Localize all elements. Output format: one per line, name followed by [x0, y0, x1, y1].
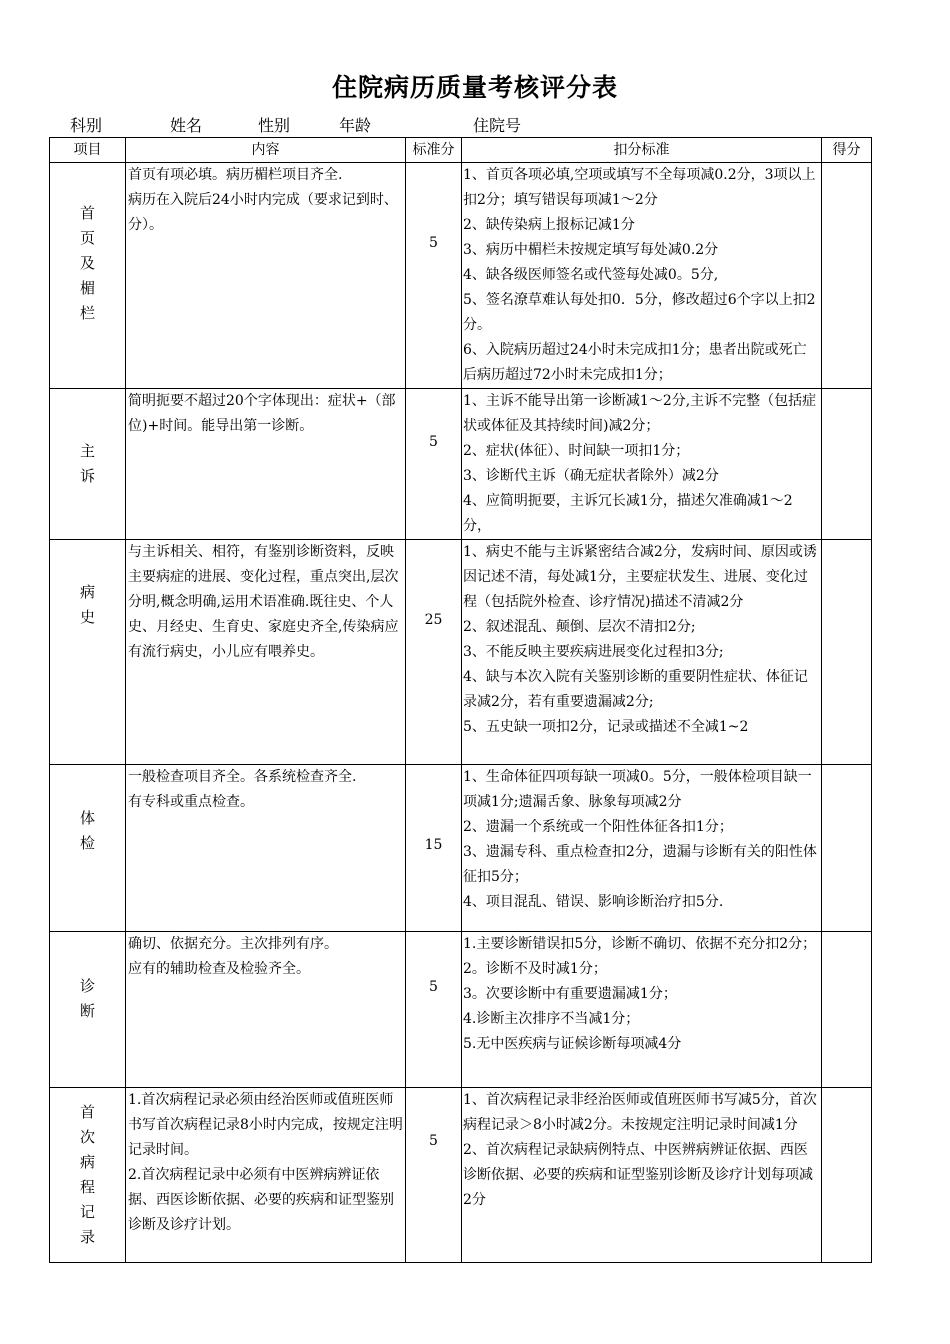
deduction-line: 1、首次病程记录非经治医师或值班医师书写减5分，首次病程记录＞8小时减2分。未按规定注明记录时间减1分 — [463, 1092, 817, 1133]
item-char: 记 — [79, 1203, 95, 1221]
deduction-line: 6、入院病历超过24小时未完成扣1分；患者出院或死亡后病历超过72小时未完成扣1分； — [463, 342, 807, 383]
item-char: 诉 — [79, 467, 95, 485]
deduction-line: 4、项目混乱、错误、影响诊断治疗扣5分. — [463, 894, 724, 910]
row-score-cell — [406, 1088, 462, 1263]
row-item-cell — [50, 389, 126, 540]
row-deduction-cell — [462, 389, 822, 540]
row-content-cell — [126, 540, 406, 765]
content-line: 首页有项必填。病历楣栏项目齐全. — [128, 167, 343, 183]
standard-score: 5 — [429, 434, 438, 450]
row-content-cell — [126, 163, 406, 389]
deduction-line: 1、生命体征四项每缺一项减0。5分，一般体检项目缺一项减1分;遗漏舌象、脉象每项减2分 — [463, 769, 812, 810]
deduction-line: 5、五史缺一项扣2分，记录或描述不全减1~2 — [463, 719, 749, 735]
info-admission-no-label: 住院号 — [473, 116, 522, 135]
content-line: 2.首次病程记录中必须有中医辨病辨证依据、西医诊断依据、必要的疾病和证型鉴别诊断及诊疗计划。 — [128, 1167, 394, 1233]
item-char: 页 — [79, 229, 95, 247]
content-line: 应有的辅助检查及检验齐全。 — [128, 961, 310, 977]
row-deduction-cell — [462, 932, 822, 1088]
table-row — [50, 389, 872, 540]
row-item-cell — [50, 765, 126, 932]
deduction-line: 4、缺与本次入院有关鉴别诊断的重要阴性症状、体征记录减2分，若有重要遗漏减2分; — [463, 669, 808, 710]
header-content: 内容 — [126, 138, 406, 163]
row-score-cell — [406, 540, 462, 765]
content-line: 病历在入院后24小时内完成（要求记到时、分）。 — [128, 192, 398, 233]
deduction-line: 3、不能反映主要疾病进展变化过程扣3分; — [463, 644, 724, 660]
content-line: 1.首次病程记录必须由经治医师或值班医师书写首次病程记录8小时内完成，按规定注明记录时间。 — [128, 1092, 403, 1158]
deduction-line: 1、病史不能与主诉紧密结合减2分，发病时间、原因或诱因记述不清，每处减1分，主要症状发生、进展、变化过程（包括院外检查、诊疗情况)描述不清减2分 — [463, 544, 817, 610]
standard-score: 15 — [424, 837, 443, 853]
item-char: 楣 — [79, 279, 95, 297]
standard-score: 5 — [429, 1133, 438, 1149]
obtained-score-cell[interactable] — [822, 932, 872, 1088]
score-table — [49, 137, 872, 1263]
deduction-line: 2、叙述混乱、颠倒、层次不清扣2分; — [463, 619, 696, 635]
row-content-cell — [126, 389, 406, 540]
item-char: 主 — [79, 442, 95, 460]
header-item: 项目 — [50, 138, 126, 163]
table-header-row — [50, 138, 872, 163]
deduction-line: 3、诊断代主诉（确无症状者除外）减2分 — [463, 468, 719, 484]
deduction-line: 1、主诉不能导出第一诊断减1～2分,主诉不完整（包括症状或体征及其持续时间)减2分； — [463, 393, 817, 434]
standard-score: 25 — [424, 612, 443, 628]
item-char: 栏 — [79, 304, 95, 322]
deduction-line: 3、病历中楣栏未按规定填写每处减0.2分 — [463, 242, 719, 258]
table-row — [50, 163, 872, 389]
obtained-score-cell[interactable] — [822, 765, 872, 932]
row-item-cell — [50, 932, 126, 1088]
page-title: 住院病历质量考核评分表 — [331, 73, 618, 102]
item-char: 断 — [79, 1002, 95, 1020]
deduction-line: 5.无中医疾病与证候诊断每项减4分 — [463, 1036, 682, 1052]
content-line: 有专科或重点检查。 — [128, 794, 254, 810]
item-char: 次 — [79, 1128, 95, 1146]
deduction-line: 3、遗漏专科、重点检查扣2分，遗漏与诊断有关的阳性体征扣5分； — [463, 844, 817, 885]
item-char: 及 — [79, 254, 95, 272]
row-content-cell — [126, 1088, 406, 1263]
deduction-line: 1、首页各项必填,空项或填写不全每项减0.2分，3项以上扣2分；填写错误每项减1～2分 — [463, 167, 816, 208]
item-char: 诊 — [79, 977, 95, 995]
row-deduction-cell — [462, 1088, 822, 1263]
item-char: 录 — [79, 1228, 95, 1246]
table-row — [50, 932, 872, 1088]
row-score-cell — [406, 932, 462, 1088]
standard-score: 5 — [429, 979, 438, 995]
row-item-cell — [50, 163, 126, 389]
item-char: 体 — [79, 809, 95, 827]
item-char: 首 — [79, 1103, 95, 1121]
obtained-score-cell[interactable] — [822, 389, 872, 540]
header-standard-score: 标准分 — [406, 138, 462, 163]
deduction-line: 4.诊断主次排序不当减1分； — [463, 1011, 640, 1027]
deduction-line: 4、缺各级医师签名或代签每处减0。5分, — [463, 267, 719, 283]
obtained-score-cell[interactable] — [822, 540, 872, 765]
content-line: 简明扼要不超过20个字体现出：症状+（部位)+时间。能导出第一诊断。 — [128, 393, 396, 434]
row-deduction-cell — [462, 163, 822, 389]
standard-score: 5 — [429, 235, 438, 251]
row-content-cell — [126, 765, 406, 932]
deduction-line: 2、症状(体征）、时间缺一项扣1分； — [463, 443, 690, 459]
row-deduction-cell — [462, 540, 822, 765]
content-line: 确切、依据充分。主次排列有序。 — [128, 936, 338, 952]
info-department-label: 科别 — [70, 116, 103, 135]
item-char: 史 — [79, 608, 95, 626]
deduction-line: 5、签名潦草难认每处扣0．5分，修改超过6个字以上扣2分。 — [463, 292, 816, 333]
row-item-cell — [50, 540, 126, 765]
deduction-line: 2。诊断不及时减1分； — [463, 961, 607, 977]
content-line: 与主诉相关、相符，有鉴别诊断资料，反映主要病症的进展、变化过程，重点突出,层次分明,概念明确,运用术语准确.既往史、个人史、月经史、生育史、家庭史齐全,传染病应有流行病史，小儿应有喂养史。 — [128, 544, 399, 660]
item-char: 病 — [79, 583, 95, 601]
row-content-cell — [126, 932, 406, 1088]
deduction-line: 3。次要诊断中有重要遗漏减1分； — [463, 986, 677, 1002]
deduction-line: 2、首次病程记录缺病例特点、中医辨病辨证依据、西医诊断依据、必要的疾病和证型鉴别诊断及诊疗计划每项减2分 — [463, 1142, 813, 1208]
table-row — [50, 540, 872, 765]
info-age-label: 年龄 — [339, 116, 372, 135]
row-deduction-cell — [462, 765, 822, 932]
row-score-cell — [406, 163, 462, 389]
row-item-cell — [50, 1088, 126, 1263]
item-char: 检 — [79, 834, 95, 852]
row-score-cell — [406, 389, 462, 540]
item-char: 程 — [79, 1178, 95, 1196]
obtained-score-cell[interactable] — [822, 1088, 872, 1263]
info-gender-label: 性别 — [258, 116, 291, 135]
deduction-line: 2、缺传染病上报标记减1分 — [463, 217, 635, 233]
deduction-line: 2、遗漏一个系统或一个阳性体征各扣1分； — [463, 819, 733, 835]
table-row — [50, 765, 872, 932]
deduction-line: 1.主要诊断错误扣5分，诊断不确切、依据不充分扣2分； — [463, 936, 817, 952]
item-char: 病 — [79, 1153, 95, 1171]
header-deduction-criteria: 扣分标准 — [462, 138, 822, 163]
deduction-line: 4、应简明扼要，主诉冗长减1分，描述欠准确减1～2分， — [463, 493, 793, 534]
row-score-cell — [406, 765, 462, 932]
obtained-score-cell[interactable] — [822, 163, 872, 389]
header-obtained-score: 得分 — [822, 138, 872, 163]
item-char: 首 — [79, 204, 95, 222]
info-name-label: 姓名 — [170, 116, 203, 135]
content-line: 一般检查项目齐全。各系统检查齐全. — [128, 769, 357, 785]
table-row — [50, 1088, 872, 1263]
